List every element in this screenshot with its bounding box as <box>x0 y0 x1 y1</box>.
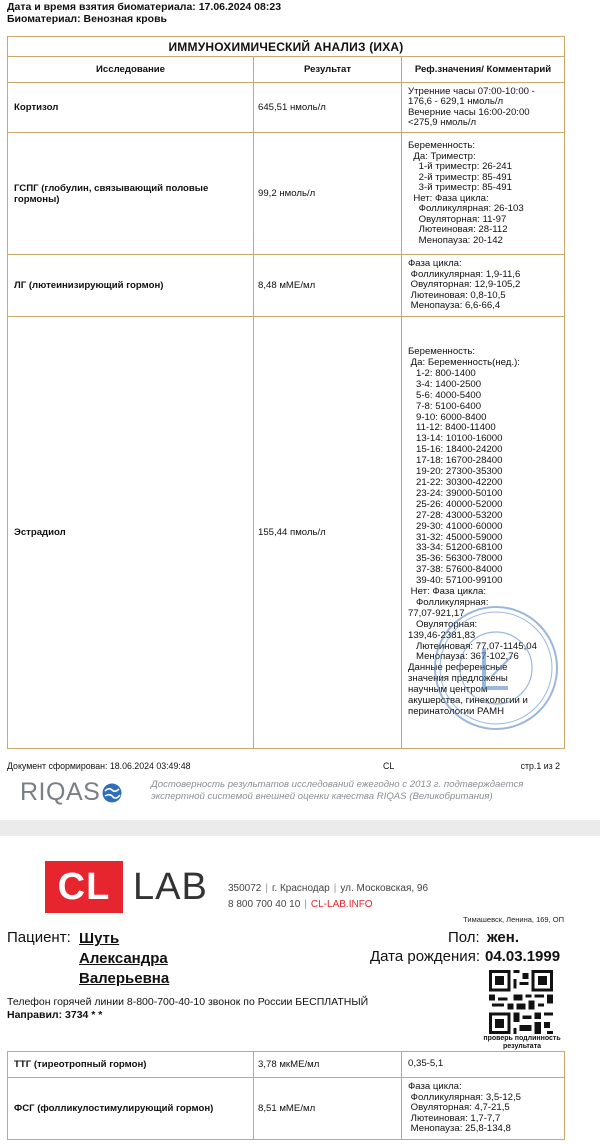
results-table-2 <box>7 1051 565 1140</box>
sex-label: Пол: <box>448 929 480 946</box>
lab-address: 350072 | г. Краснодар | ул. Московская, 96 8 800 700 40 10 | CL-LAB.INFO <box>228 883 429 910</box>
test-name: ФСГ (фолликулостимулирующий гормон) <box>8 1078 254 1140</box>
col-header-result: Результат <box>254 57 402 83</box>
lab-stamp-icon <box>432 604 560 732</box>
globe-icon <box>101 782 123 804</box>
test-result: 3,78 мкМЕ/мл <box>254 1052 402 1078</box>
test-result: 155,44 пмоль/л <box>254 317 402 749</box>
riqas-text: RIQAS <box>20 778 101 806</box>
riqas-logo <box>20 778 123 807</box>
page-separator <box>0 820 600 836</box>
qr-caption: проверь подлинность результата <box>483 1035 561 1050</box>
biomaterial-label: Биоматериал: <box>7 13 81 25</box>
sample-date-label: Дата и время взятия биоматериала: <box>7 1 196 13</box>
lab-phone: 8 800 700 40 10 <box>228 899 301 910</box>
branch-address: Тимашевск, Ленина, 169, ОП <box>463 915 564 924</box>
test-ref: Беременность: Да: Триместр: 1-й триместр: 26-241 2-й триместр: 85-491 3-й триместр: 85-491 Нет: Фаза цикла: Фолликулярная: 26-103 Овуляторная: 11-97 Лютеиновая: 28-112 Менопауза: 20-142 <box>402 133 565 255</box>
page-number: стр.1 из 2 <box>520 761 560 771</box>
test-name: Эстрадиол <box>8 317 254 749</box>
referrer: Направил: 3734 * * <box>7 1009 103 1021</box>
logo-cl: CL <box>45 861 123 913</box>
patient-name: Шуть Александра Валерьевна <box>79 930 170 987</box>
col-header-ref: Реф.значения/ Комментарий <box>402 57 565 83</box>
sample-date-line <box>7 1 281 13</box>
qr-code-icon[interactable] <box>487 970 555 1034</box>
test-name: ГСПГ (глобулин, связывающий половые гормоны) <box>8 133 254 255</box>
patient-label: Пациент: <box>7 929 71 946</box>
test-result: 99,2 нмоль/л <box>254 133 402 255</box>
test-ref: Фаза цикла: Фолликулярная: 1,9-11,6 Овуляторная: 12,9-105,2 Лютеиновая: 0,8-10,5 Менопауза: 6,6-66,4 <box>402 255 565 317</box>
biomaterial-value: Венозная кровь <box>83 13 168 25</box>
test-name: Кортизол <box>8 83 254 133</box>
dob-label: Дата рождения: <box>370 948 480 965</box>
lab-site-link[interactable]: CL-LAB.INFO <box>310 899 373 910</box>
test-name: ТТГ (тиреотропный гормон) <box>8 1052 254 1078</box>
cl-lab-logo <box>45 861 208 913</box>
test-ref: Фаза цикла: Фолликулярная: 3,5-12,5 Овуляторная: 4,7-21,5 Лютеиновая: 1,7-7,7 Менопауза: 25,8-134,8 <box>402 1078 565 1140</box>
table-row <box>8 255 565 317</box>
test-name: ЛГ (лютеинизирующий гормон) <box>8 255 254 317</box>
dob-value: 04.03.1999 <box>485 948 561 965</box>
test-ref: Беременность: Да: Беременность(нед.): 1-2: 800-1400 3-4: 1400-2500 5-6: 4000-5400 7-8: 5100-6400 9-10: 6000-8400 11-12: 8400-11400 13-14: 10100-16000 15-16: 18400-24200 17-18: 16700-28400 19-20: 27300-35300 21-22: 30300-42200 23-24: 39000-50100 25-26: 40000-52000 27-28: 43000-53200 29-30: 41000-60000 31-32: 45000-59000 33-34: 51200-68100 35-36: 56300-78000 37-38: 57600-84000 39-40: 57100-99100 Нет: Фаза цикла: Фолликулярная: 77,07-921,17 Овуляторная: 139,46-2381,83 Лютеиновая: 77,07-1145,04 Менопауза: 367-102,76 Данные референсные значения предложены научным центром акушерства, гинекологии и перинатологии РАМН <box>402 317 565 749</box>
table-row <box>8 1052 565 1078</box>
table-row <box>8 83 565 133</box>
test-result: 8,48 мМЕ/мл <box>254 255 402 317</box>
test-result: 645,51 нмоль/л <box>254 83 402 133</box>
hotline: Телефон горячей линии 8-800-700-40-10 звонок по России БЕСПЛАТНЫЙ <box>7 996 369 1008</box>
sex-value: жен. <box>487 929 520 946</box>
table-title: ИММУНОХИМИЧЕСКИЙ АНАЛИЗ (ИХА) <box>8 37 565 57</box>
test-ref: 0,35-5,1 <box>402 1052 565 1078</box>
table-row <box>8 133 565 255</box>
table-row <box>8 1078 565 1140</box>
sample-date-value: 17.06.2024 08:23 <box>198 1 282 13</box>
doc-formed: Документ сформирован: 18.06.2024 03:49:48 <box>7 761 191 771</box>
report-page-2 <box>0 836 600 1144</box>
biomaterial-line <box>7 13 167 25</box>
col-header-test: Исследование <box>8 57 254 83</box>
footer-cl: CL <box>383 761 395 771</box>
test-ref: Утренние часы 07:00-10:00 - 176,6 - 629,1 нмоль/л Вечерние часы 16:00-20:00 <275,9 нмоль/л <box>402 83 565 133</box>
logo-lab: LAB <box>133 865 208 908</box>
test-result: 8,51 мМЕ/мл <box>254 1078 402 1140</box>
quality-statement: Достоверность результатов исследований ежегодно с 2013 г. подтверждается экспертной системой внешней оценки качества RIQAS (Великобритания) <box>151 779 524 802</box>
